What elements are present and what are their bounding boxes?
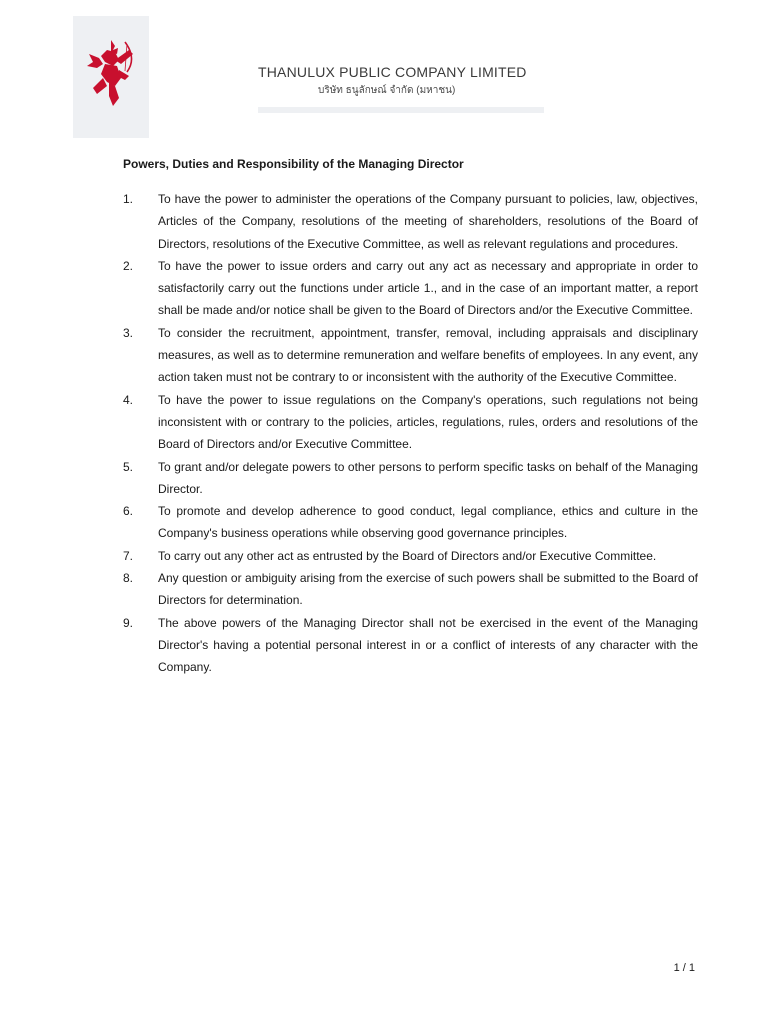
item-number: 4. [123,392,134,407]
list-item [123,389,698,456]
logo-panel [73,16,149,138]
item-text: To carry out any other act as entrusted by the Board of Directors and/or Executive Committee. [158,548,657,563]
item-text: To consider the recruitment, appointment, transfer, removal, including appraisals and disciplinary measures, as well as to determine remuneration and welfare benefits of employees. In any event, any action taken must not be contrary to or inconsistent with the authority of the Executive Committee. [158,325,698,385]
item-text: To have the power to issue orders and carry out any act as necessary and appropriate in order to satisfactorily carry out the functions under article 1., and in the case of an important matter, a report shall be made and/or notice shall be given to the Board of Directors and/or the Executive Committee. [158,258,698,318]
header-divider [258,107,544,113]
item-number: 8. [123,571,134,586]
archer-deity-icon [85,36,137,108]
company-name: THANULUX PUBLIC COMPANY LIMITED [258,64,527,80]
page-number: 1 / 1 [673,962,695,974]
list-item [123,545,698,567]
item-number: 7. [123,548,134,563]
list-item [123,456,698,501]
list-item [123,612,698,679]
list-item [123,188,698,255]
item-text: Any question or ambiguity arising from the exercise of such powers shall be submitted to the Board of Directors for determination. [158,571,698,608]
list-item [123,567,698,612]
item-text: To have the power to issue regulations on the Company's operations, such regulations not being inconsistent with or contrary to the policies, articles, regulations, rules, orders and resolutions of the Board of Directors and/or Executive Committee. [158,392,698,452]
item-number: 2. [123,258,134,273]
document-title: Powers, Duties and Responsibility of the Managing Director [123,157,464,171]
item-number: 3. [123,325,134,340]
list-item [123,500,698,545]
duties-list [123,188,698,679]
item-number: 6. [123,504,134,519]
item-text: To grant and/or delegate powers to other persons to perform specific tasks on behalf of the Managing Director. [158,459,698,496]
list-item [123,255,698,322]
item-number: 1. [123,192,134,206]
item-number: 9. [123,615,134,630]
list-item [123,322,698,389]
company-name-thai: บริษัท ธนูลักษณ์ จำกัด (มหาชน) [318,85,456,96]
item-text: To promote and develop adherence to good conduct, legal compliance, ethics and culture in the Company's business operations while observing good governance principles. [158,504,698,541]
item-number: 5. [123,459,134,474]
item-text: To have the power to administer the operations of the Company pursuant to policies, law, objectives, Articles of the Company, resolutions of the meeting of shareholders, resolutions of the Board of Directors, resolutions of the Executive Committee, as well as relevant regulations and procedures. [158,192,698,251]
company-header [258,64,544,98]
item-text: The above powers of the Managing Director shall not be exercised in the event of the Managing Director's having a potential personal interest in or a conflict of interests of any character with the Company. [158,615,698,675]
